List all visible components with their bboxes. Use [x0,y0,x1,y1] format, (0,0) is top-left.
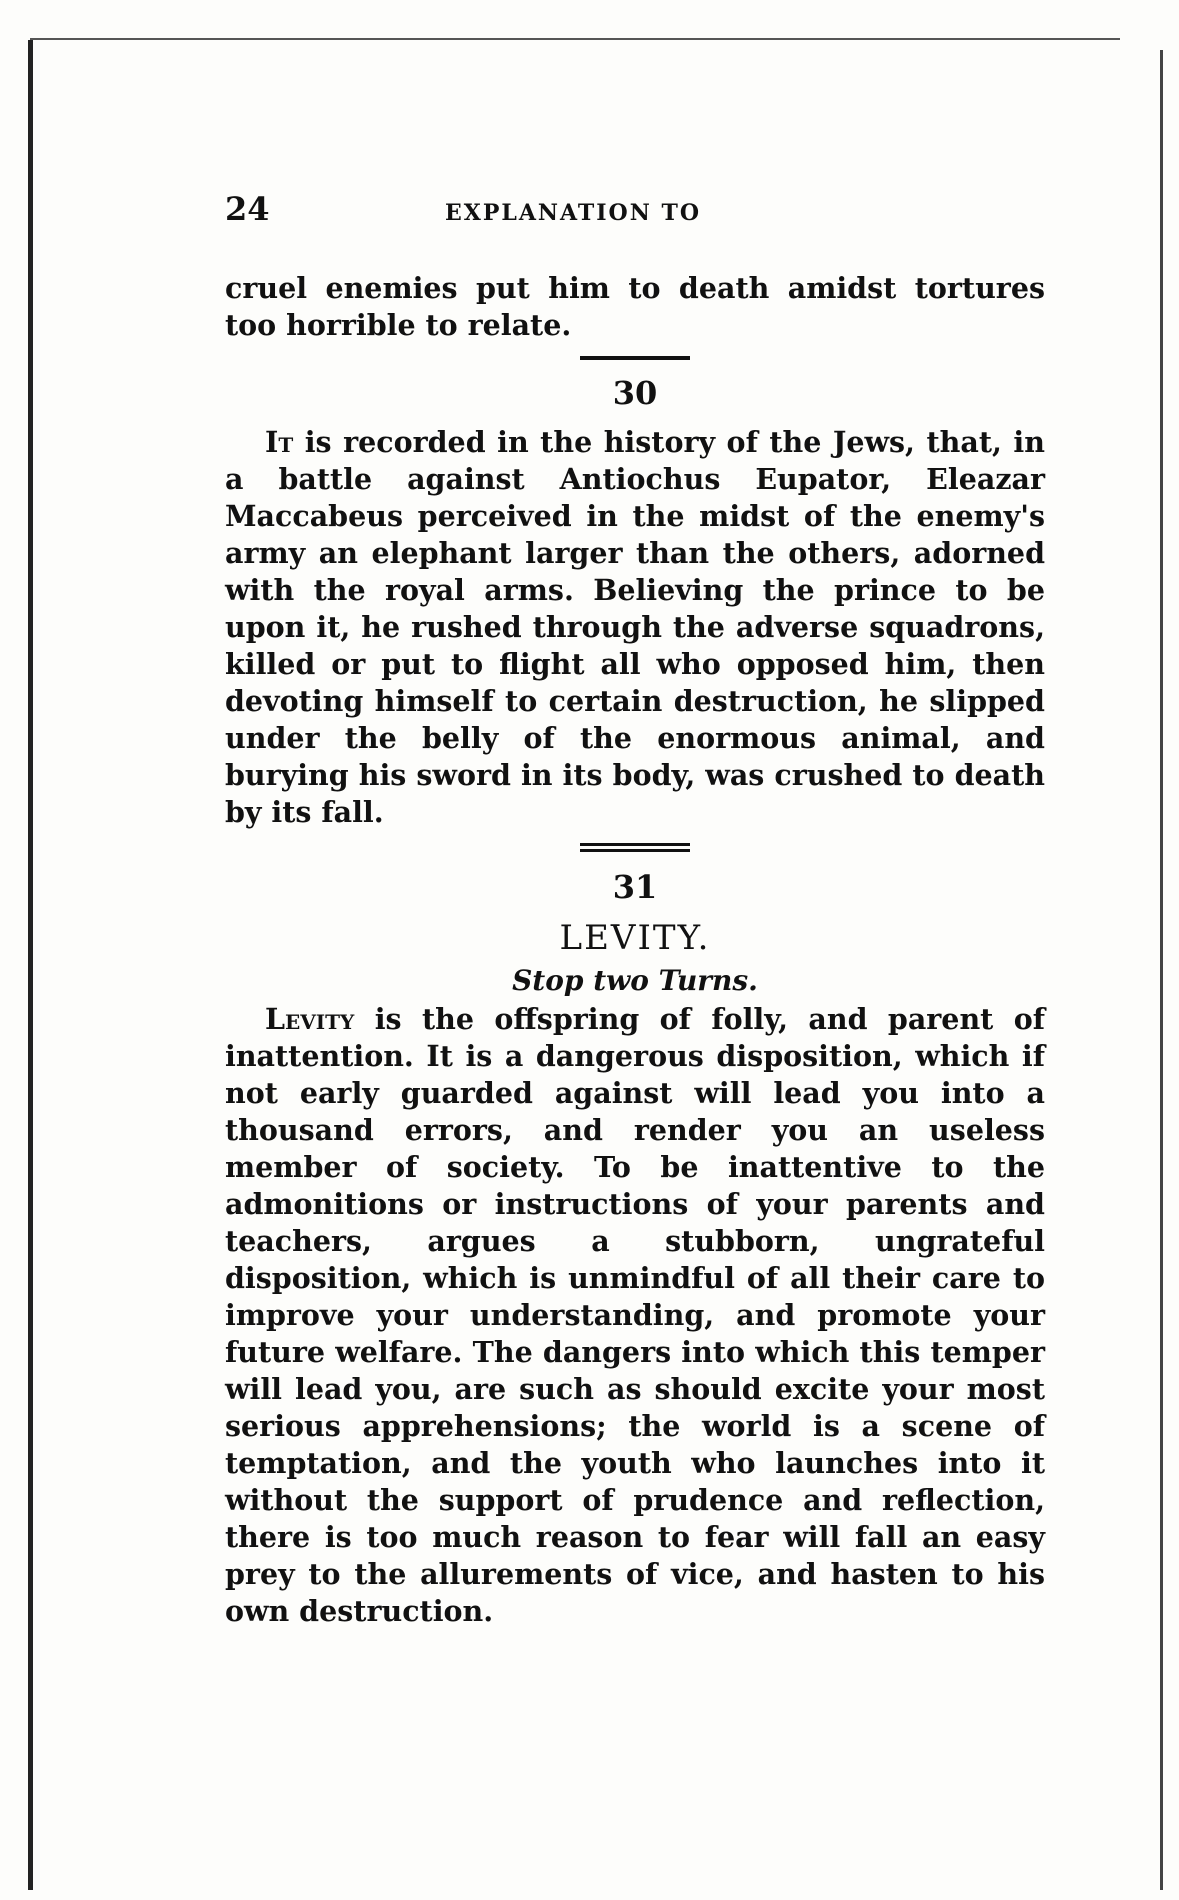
running-head [225,190,1045,230]
section-rule [580,356,690,360]
section-title: LEVITY. [559,918,711,958]
paragraph-section-31 [225,1001,1045,1630]
paragraph-lead-word: It [265,425,294,459]
paragraph-body: is recorded in the history of the Jews, that, in a battle against Antiochus Eupator, Eleazar Maccabeus perceived in the midst of the enemy's army an elephant larger than the others, adorned with the royal arms. Believing the prince to be upon it, he rushed through the adverse squadrons, killed or put to flight all who opposed him, then devoting himself to certain destruction, he slipped under the belly of the enormous animal, and burying his sword in its body, was crushed to death by its fall. [225,425,1045,829]
section-subtitle: Stop two Turns. [512,964,758,997]
page-number: 24 [225,190,270,228]
page-edge-top [30,38,1120,40]
section-number-30: 30 [612,374,658,412]
paragraph-section-30 [225,424,1045,831]
section-number-31: 31 [612,868,658,906]
running-title: EXPLANATION TO [445,200,702,226]
section-rule-double [580,843,690,846]
paragraph-continuation: cruel enemies put him to death amidst tortures too horrible to relate. [225,271,1045,342]
paragraph-lead-word: Levity [265,1002,355,1036]
paragraph-body: is the offspring of folly, and parent of inattention. It is a dangerous disposition, which if not early guarded against will lead you into a thousand errors, and render you an useless member of society. To be inattentive to the admonitions or instructions of your parents and teachers, argues a stubborn, ungrateful disposition, which is unmindful of all their care to improve your understanding, and promote your future welfare. The dangers into which this temper will lead you, are such as should excite your most serious apprehensions; the world is a scene of temptation, and the youth who launches into it without the support of prudence and reflection, there is too much reason to fear will fall an easy prey to the allurements of vice, and hasten to his own destruction. [225,1002,1045,1628]
text-block [225,190,1045,1630]
page-edge-left [28,40,33,1890]
page-edge-right [1160,50,1163,1890]
